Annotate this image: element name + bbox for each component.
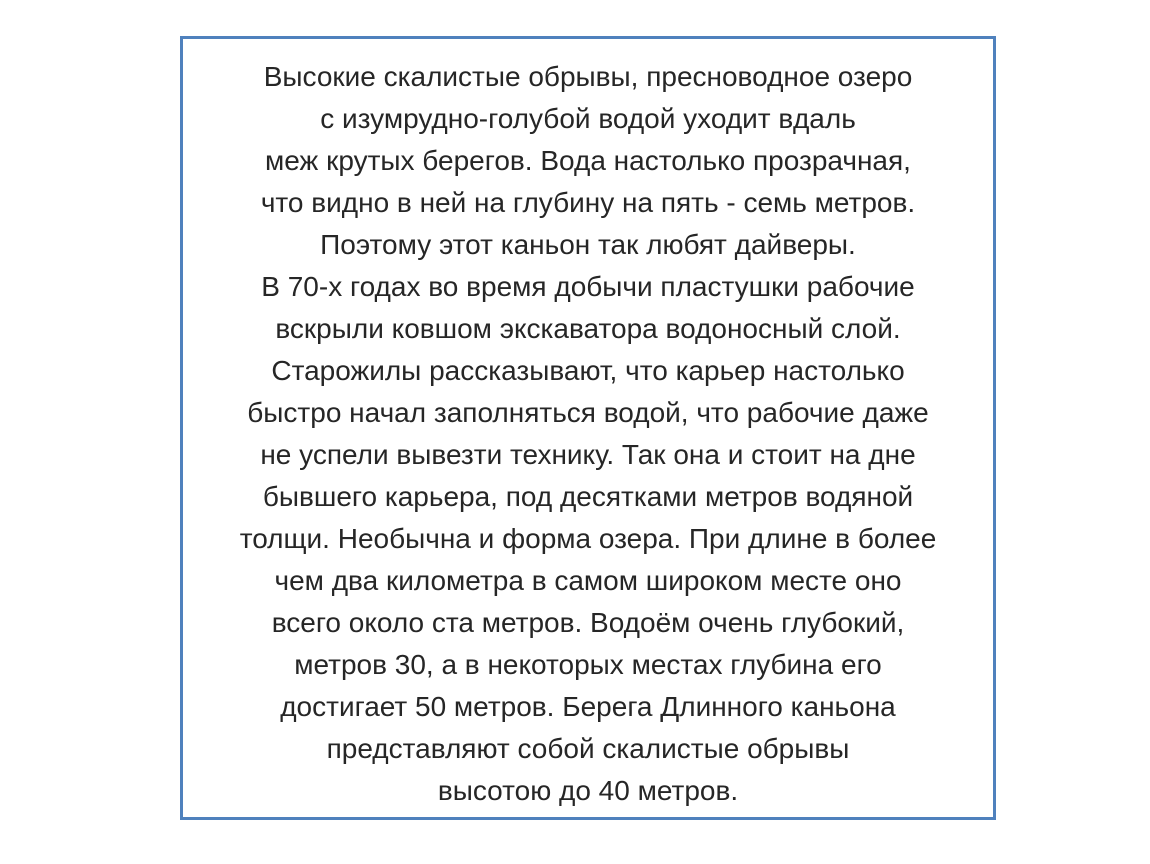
text-line: вскрыли ковшом экскаватора водоносный слой. — [275, 313, 901, 344]
text-line: достигает 50 метров. Берега Длинного каньона — [280, 691, 896, 722]
text-line: бывшего карьера, под десятками метров водяной — [262, 481, 914, 512]
text-line: с изумрудно-голубой водой уходит вдаль — [320, 103, 856, 134]
text-paragraph — [183, 56, 993, 812]
text-line: высотою до 40 метров. — [437, 775, 739, 806]
text-line: Старожилы рассказывают, что карьер настолько — [271, 355, 905, 386]
text-line: что видно в ней на глубину на пять - семь метров. — [260, 187, 916, 218]
text-line: чем два километра в самом широком месте оно — [274, 565, 902, 596]
text-line: не успели вывезти технику. Так она и стоит на дне — [260, 439, 916, 470]
text-line: Высокие скалистые обрывы, пресноводное озеро — [263, 61, 913, 92]
text-line: метров 30, а в некоторых местах глубина его — [294, 649, 882, 680]
text-box — [180, 36, 996, 820]
text-line: толщи. Необычна и форма озера. При длине в более — [239, 523, 937, 554]
text-line: Поэтому этот каньон так любят дайверы. — [320, 229, 856, 260]
text-line: В 70-х годах во время добычи пластушки рабочие — [261, 271, 915, 302]
text-line: представляют собой скалистые обрывы — [326, 733, 850, 764]
text-line: всего около ста метров. Водоём очень глубокий, — [271, 607, 905, 638]
text-line: меж крутых берегов. Вода настолько прозрачная, — [265, 145, 911, 176]
text-line: быстро начал заполняться водой, что рабочие даже — [247, 397, 929, 428]
